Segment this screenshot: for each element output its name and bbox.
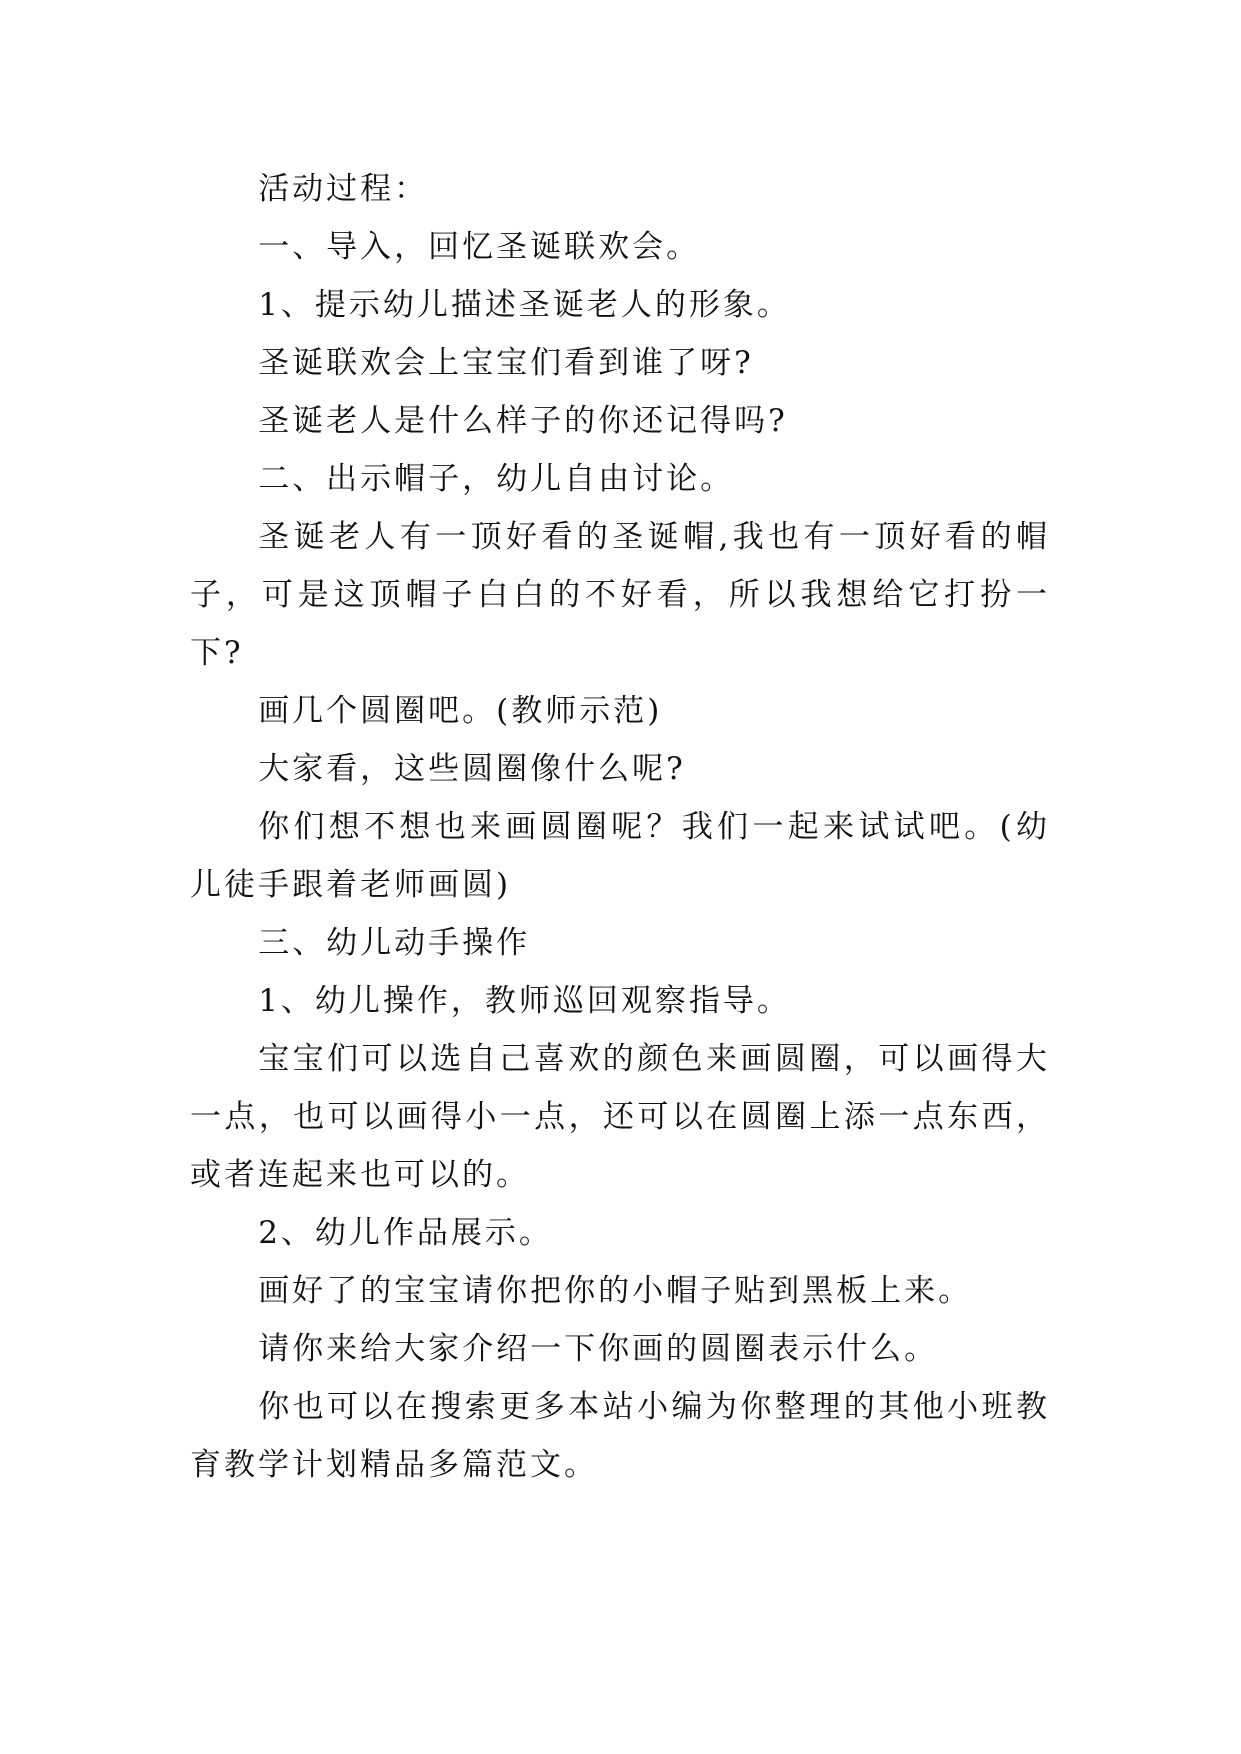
question-1: 圣诞联欢会上宝宝们看到谁了呀? — [258, 345, 754, 381]
paragraph-closing-note: 你也可以在搜索更多本站小编为你整理的其他小班教育教学计划精品多篇范文。 — [190, 1389, 1050, 1483]
paragraph-instructions: 宝宝们可以选自己喜欢的颜色来画圆圈，可以画得大一点，也可以画得小一点，还可以在圆圈上添一点东西，或者连起来也可以的。 — [190, 1041, 1050, 1193]
heading-part-2: 二、出示帽子，幼儿自由讨论。 — [258, 461, 735, 497]
question-3: 大家看，这些圆圈像什么呢? — [258, 751, 686, 787]
step-1-1: 1、提示幼儿描述圣诞老人的形象。 — [258, 287, 791, 323]
paragraph-draw-circles: 画几个圆圈吧。(教师示范) — [258, 693, 663, 729]
paragraph-introduce-work: 请你来给大家介绍一下你画的圆圈表示什么。 — [258, 1331, 939, 1367]
paragraph-post-hats: 画好了的宝宝请你把你的小帽子贴到黑板上来。 — [258, 1273, 973, 1309]
document-body — [190, 160, 1050, 1494]
heading-part-3: 三、幼儿动手操作 — [258, 925, 531, 961]
paragraph-try-together: 你们想不想也来画圆圈呢？我们一起来试试吧。(幼儿徒手跟着老师画圆) — [190, 809, 1050, 903]
step-3-1: 1、幼儿操作，教师巡回观察指导。 — [258, 983, 791, 1019]
paragraph-hat-intro: 圣诞老人有一顶好看的圣诞帽,我也有一顶好看的帽子，可是这顶帽子白白的不好看，所以我想给它打扮一下? — [190, 519, 1050, 671]
question-2: 圣诞老人是什么样子的你还记得吗? — [258, 403, 788, 439]
heading-part-1: 一、导入，回忆圣诞联欢会。 — [258, 229, 701, 265]
section-label-activity-process: 活动过程： — [258, 171, 429, 207]
step-3-2: 2、幼儿作品展示。 — [258, 1215, 553, 1251]
